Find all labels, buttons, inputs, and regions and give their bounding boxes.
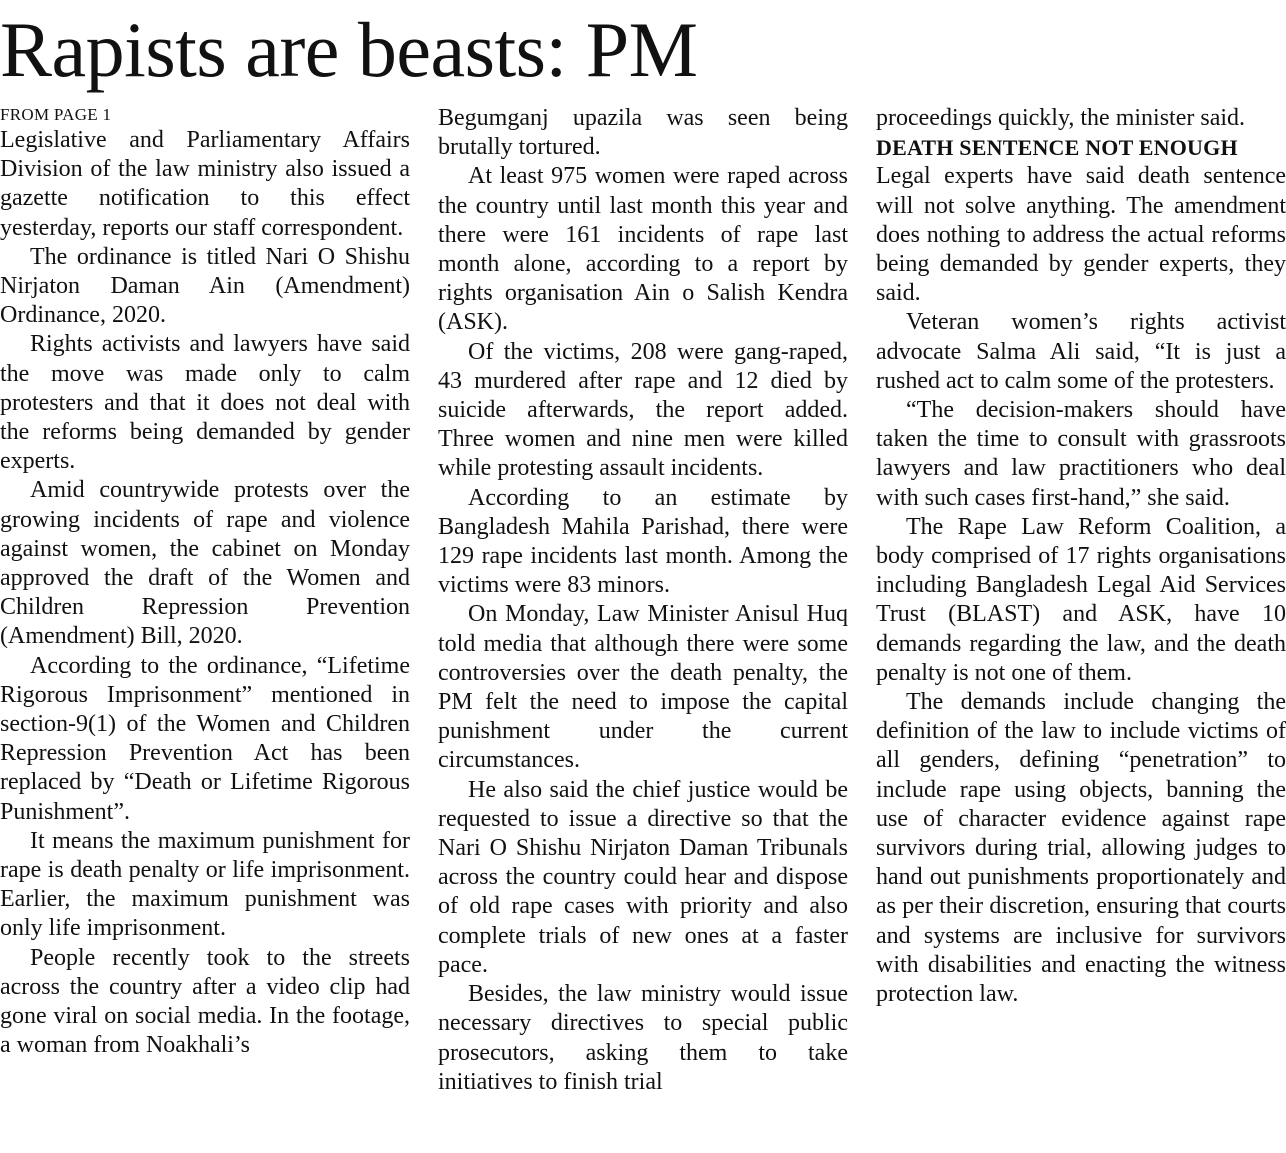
article-column-2 bbox=[438, 104, 848, 1097]
paragraph: Of the victims, 208 were gang-raped, 43 murdered after rape and 12 died by suicide afterwards, the report added. Three women and nine men were killed while protesting assault incidents. bbox=[438, 338, 848, 482]
paragraph: It means the maximum punishment for rape is death penalty or life imprisonment. Earlier, the maximum punishment was only life imprisonment. bbox=[0, 827, 410, 942]
article-column-1 bbox=[0, 104, 410, 1061]
paragraph: According to an estimate by Bangladesh Mahila Parishad, there were 129 rape incidents last month. Among the victims were 83 minors. bbox=[438, 484, 848, 599]
paragraph: At least 975 women were raped across the country until last month this year and there were 161 incidents of rape last month alone, according to a report by rights organisation Ain o Salish Kendra (ASK). bbox=[438, 163, 848, 336]
article-column-3 bbox=[876, 104, 1286, 1009]
section-subhead: DEATH SENTENCE NOT ENOUGH bbox=[876, 135, 1238, 161]
paragraph: On Monday, Law Minister Anisul Huq told media that although there were some controversies over the death penalty, the PM felt the need to impose the capital punishment under the current circumstances. bbox=[438, 601, 848, 774]
headline: Rapists are beasts: PM bbox=[0, 6, 698, 93]
paragraph: The ordinance is titled Nari O Shishu Nirjaton Daman Ain (Amendment) Ordinance, 2020. bbox=[0, 243, 410, 329]
paragraph: Legal experts have said death sentence will not solve anything. The amendment does nothing to address the actual reforms being demanded by gender experts, they said. bbox=[876, 163, 1286, 307]
paragraph: Amid countrywide protests over the growing incidents of rape and violence against women, the cabinet on Monday approved the draft of the Women and Children Repression Prevention (Amendment) Bill, 2020. bbox=[0, 477, 410, 650]
jump-label: FROM PAGE 1 bbox=[0, 105, 112, 124]
paragraph: The Rape Law Reform Coalition, a body comprised of 17 rights organisations including Bangladesh Legal Aid Services Trust (BLAST) and ASK, have 10 demands regarding the law, and the death penalty is not one of them. bbox=[876, 513, 1286, 686]
paragraph: Rights activists and lawyers have said the move was made only to calm protesters and that it does not deal with the reforms being demanded by gender experts. bbox=[0, 331, 410, 475]
paragraph: According to the ordinance, “Lifetime Rigorous Imprisonment” mentioned in section-9(1) of the Women and Children Repression Prevention Act has been replaced by “Death or Lifetime Rigorous Punishment”. bbox=[0, 652, 410, 825]
paragraph: “The decision-makers should have taken the time to consult with grassroots lawyers and law practitioners who deal with such cases first-hand,” she said. bbox=[876, 397, 1286, 511]
paragraph: proceedings quickly, the minister said. bbox=[876, 105, 1246, 131]
paragraph: People recently took to the streets across the country after a video clip had gone viral on social media. In the footage, a woman from Noakhali’s bbox=[0, 944, 410, 1059]
paragraph: Legislative and Parliamentary Affairs Division of the law ministry also issued a gazette notification to this effect yesterday, reports our staff correspondent. bbox=[0, 127, 410, 241]
paragraph: He also said the chief justice would be requested to issue a directive so that the Nari O Shishu Nirjaton Daman Tribunals across the country could hear and dispose of old rape cases with priority and also complete trials of new ones at a faster pace. bbox=[438, 776, 848, 978]
paragraph: Begumganj upazila was seen being brutally tortured. bbox=[438, 105, 848, 161]
paragraph: Besides, the law ministry would issue necessary directives to special public prosecutors, asking them to take initiatives to finish trial bbox=[438, 981, 848, 1095]
paragraph: The demands include changing the definition of the law to include victims of all genders, defining “penetration” to include rape using objects, banning the use of character evidence against rape survivors during trial, allowing judges to hand out punishments proportionately and as per their discretion, ensuring that courts and systems are inclusive for survivors with disabilities and enacting the witness protection law. bbox=[876, 689, 1286, 1008]
paragraph: Veteran women’s rights activist advocate Salma Ali said, “It is just a rushed act to calm some of the protesters. bbox=[876, 309, 1286, 394]
